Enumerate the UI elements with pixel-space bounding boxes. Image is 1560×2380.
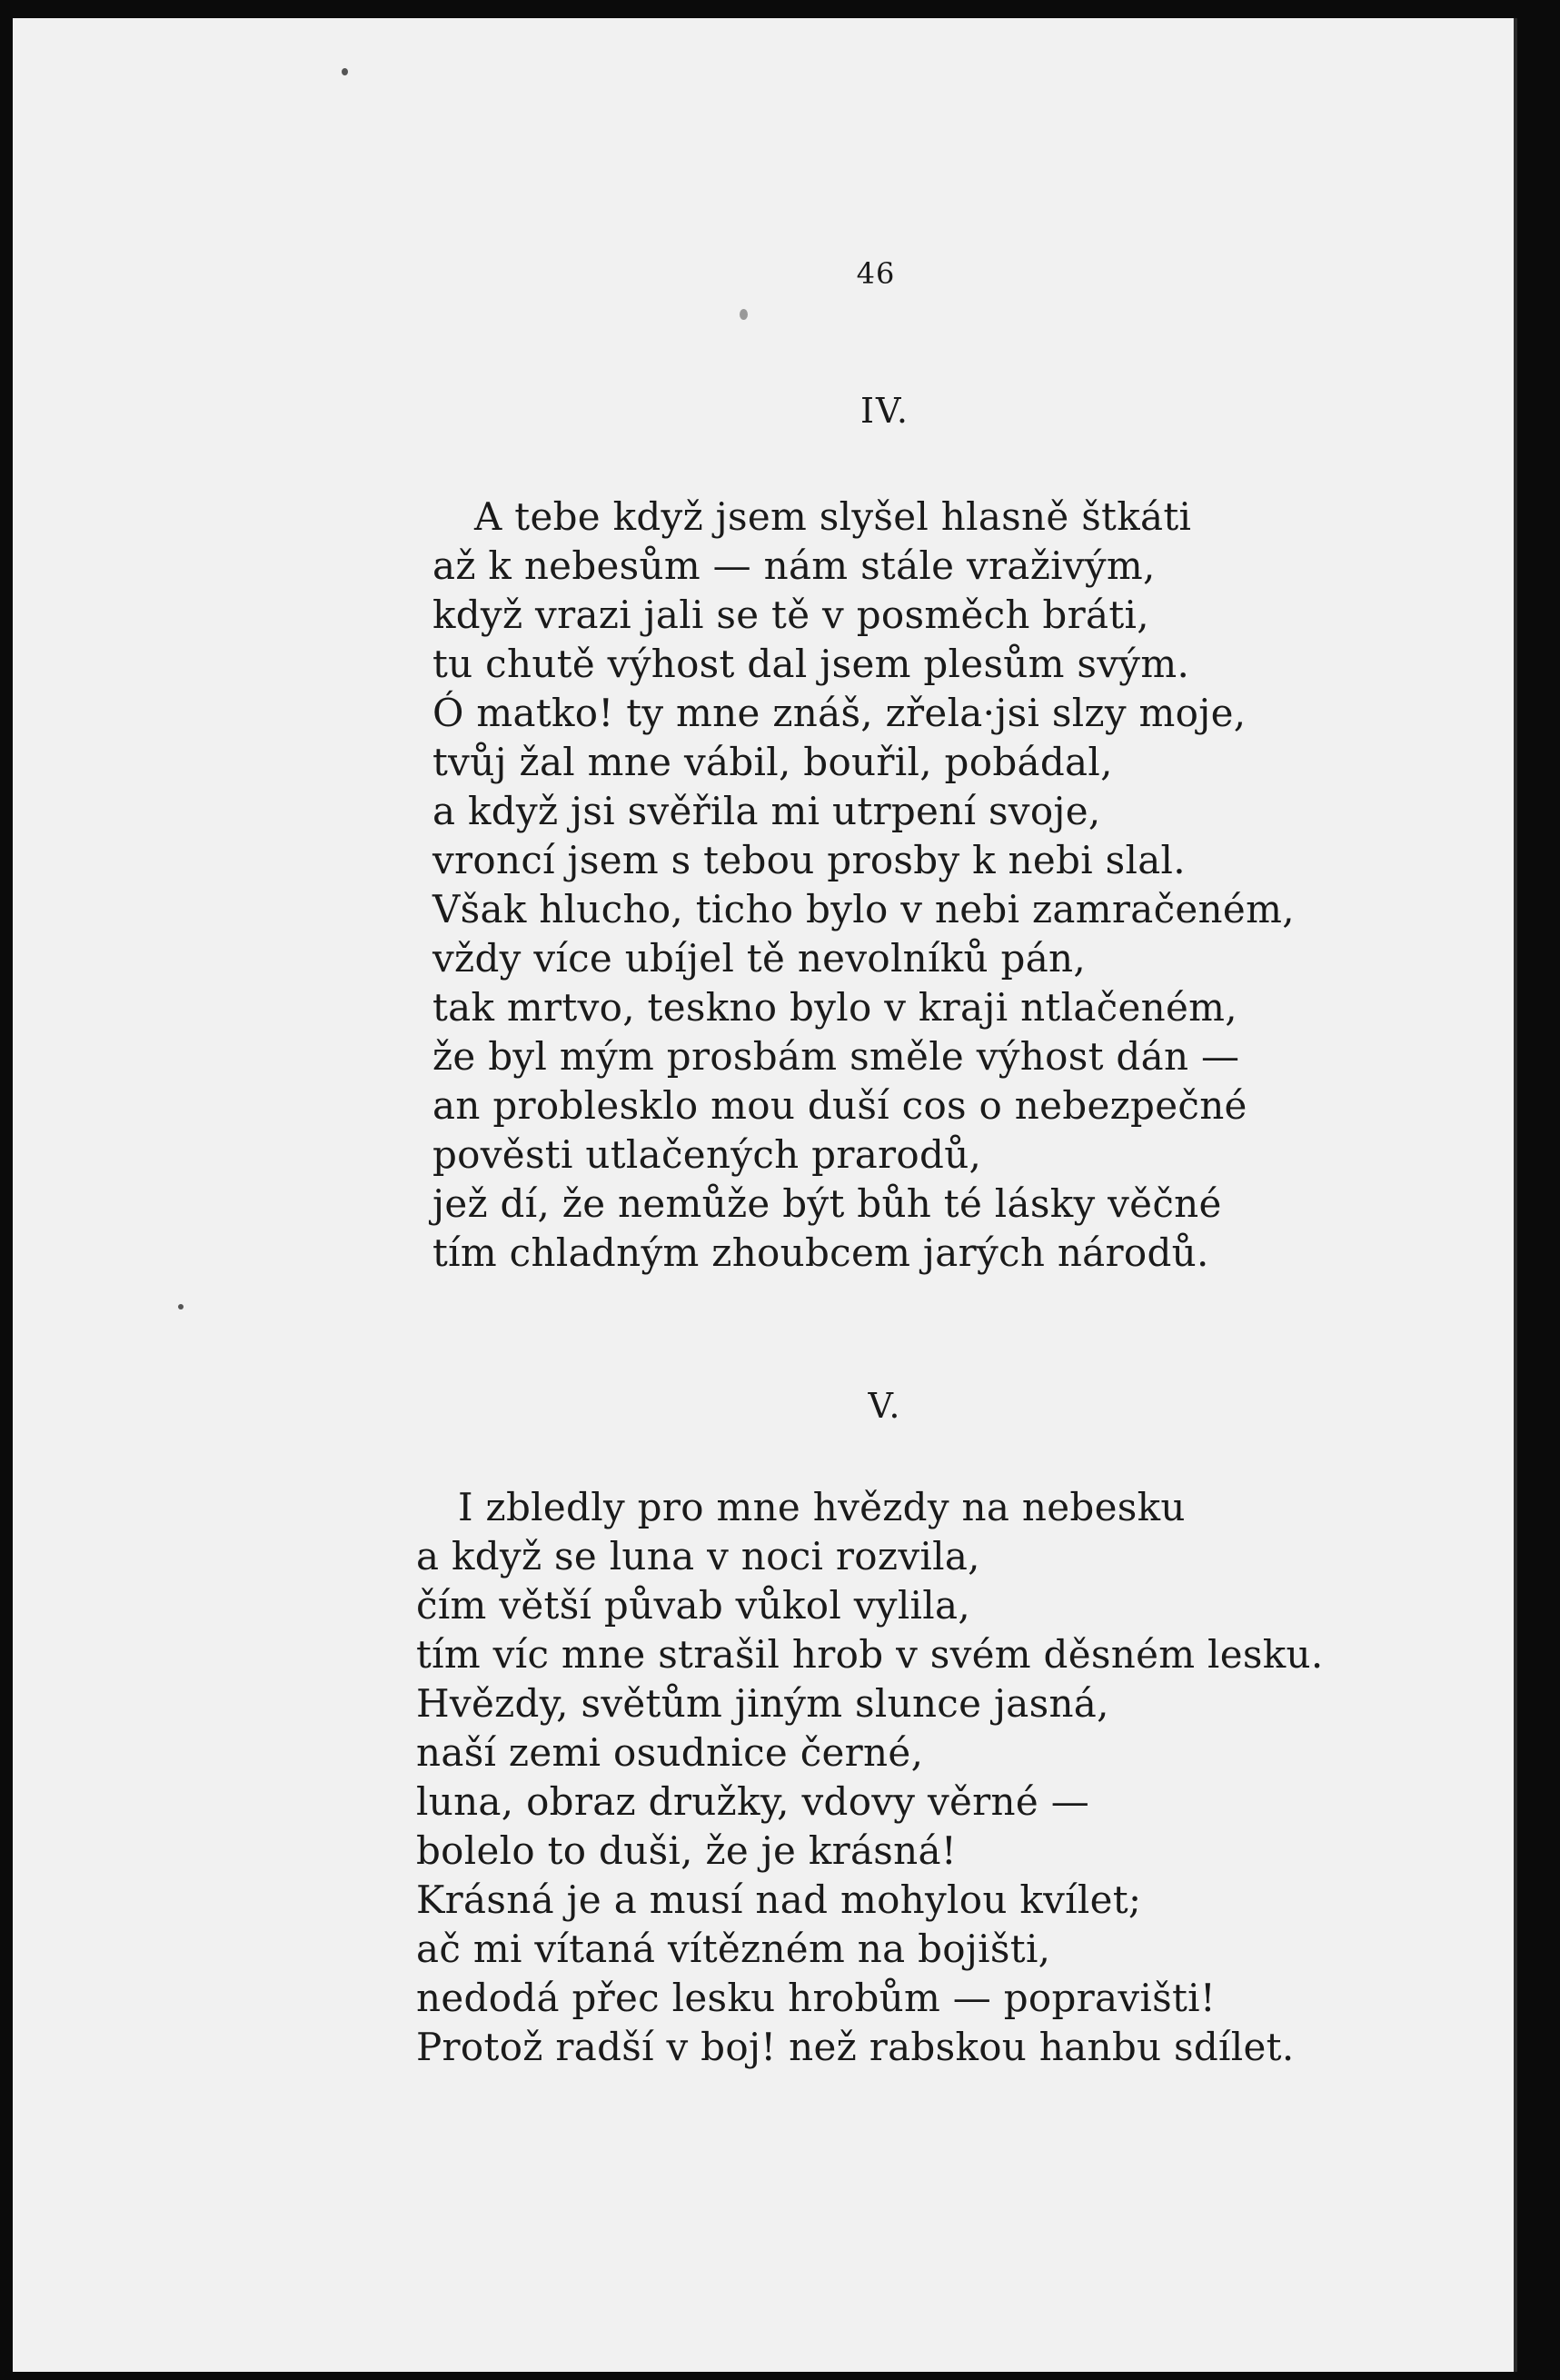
poem-line: Protož radší v boj! než rabskou hanbu sdílet. — [416, 2025, 1295, 2069]
poem-line: ač mi vítaná vítězném na bojišti, — [416, 1927, 1051, 1971]
poem-line: nedodá přec lesku hrobům — popravišti! — [416, 1976, 1217, 2020]
poem-line: tím chladným zhoubcem jarých národů. — [432, 1230, 1209, 1275]
poem-line: Hvězdy, světům jiným slunce jasná, — [416, 1681, 1109, 1726]
poem-line: tak mrtvo, teskno bylo v kraji ntlačeném, — [432, 985, 1237, 1030]
poem-line: luna, obraz družky, vdovy věrné — — [416, 1779, 1090, 1824]
poem-line: bolelo to duši, že je krásná! — [416, 1828, 958, 1873]
poem-line: vroncí jsem s tebou prosby k nebi slal. — [432, 838, 1186, 882]
poem-stanza-v — [416, 1483, 1324, 2072]
poem-line: čím větší půvab vůkol vylila, — [416, 1583, 971, 1628]
poem-line: Krásná je a musí nad mohylou kvílet; — [416, 1877, 1142, 1922]
section-heading-v: V. — [868, 1386, 902, 1426]
poem-line: a když jsi svěřila mi utrpení svoje, — [432, 789, 1101, 833]
section-heading-iv: IV. — [860, 391, 909, 431]
poem-line: až k nebesům — nám stále vraživým, — [432, 543, 1156, 588]
poem-line: tím víc mne strašil hrob v svém děsném lesku. — [416, 1632, 1324, 1677]
poem-line: Však hlucho, ticho bylo v nebi zamračeném, — [432, 887, 1295, 931]
poem-line: jež dí, že nemůže být bůh té lásky věčné — [432, 1181, 1222, 1226]
book-page — [13, 18, 1514, 2372]
poem-line: a když se luna v noci rozvila, — [416, 1534, 980, 1578]
binding-edge — [1514, 18, 1554, 2372]
poem-line: že byl mým prosbám směle výhost dán — — [432, 1034, 1240, 1079]
poem-stanza-iv — [432, 493, 1295, 1278]
poem-line: tvůj žal mne vábil, bouřil, pobádal, — [432, 740, 1113, 784]
poem-line: I zbledly pro mne hvězdy na nebesku — [458, 1485, 1186, 1529]
poem-line: naší zemi osudnice černé, — [416, 1730, 924, 1775]
poem-line: pověsti utlačených prarodů, — [432, 1132, 982, 1177]
paper-speck — [740, 309, 748, 320]
paper-speck — [178, 1304, 184, 1309]
poem-line: A tebe když jsem slyšel hlasně štkáti — [474, 494, 1192, 539]
page-number: 46 — [856, 256, 896, 291]
paper-speck — [342, 68, 348, 75]
poem-line: vždy více ubíjel tě nevolníků pán, — [432, 936, 1087, 981]
poem-line: Ó matko! ty mne znáš, zřela·jsi slzy moje, — [432, 691, 1247, 735]
poem-line: tu chutě výhost dal jsem plesům svým. — [432, 642, 1190, 686]
poem-line: an problesklo mou duší cos o nebezpečné — [432, 1083, 1247, 1128]
poem-line: když vrazi jali se tě v posměch bráti, — [432, 593, 1149, 637]
